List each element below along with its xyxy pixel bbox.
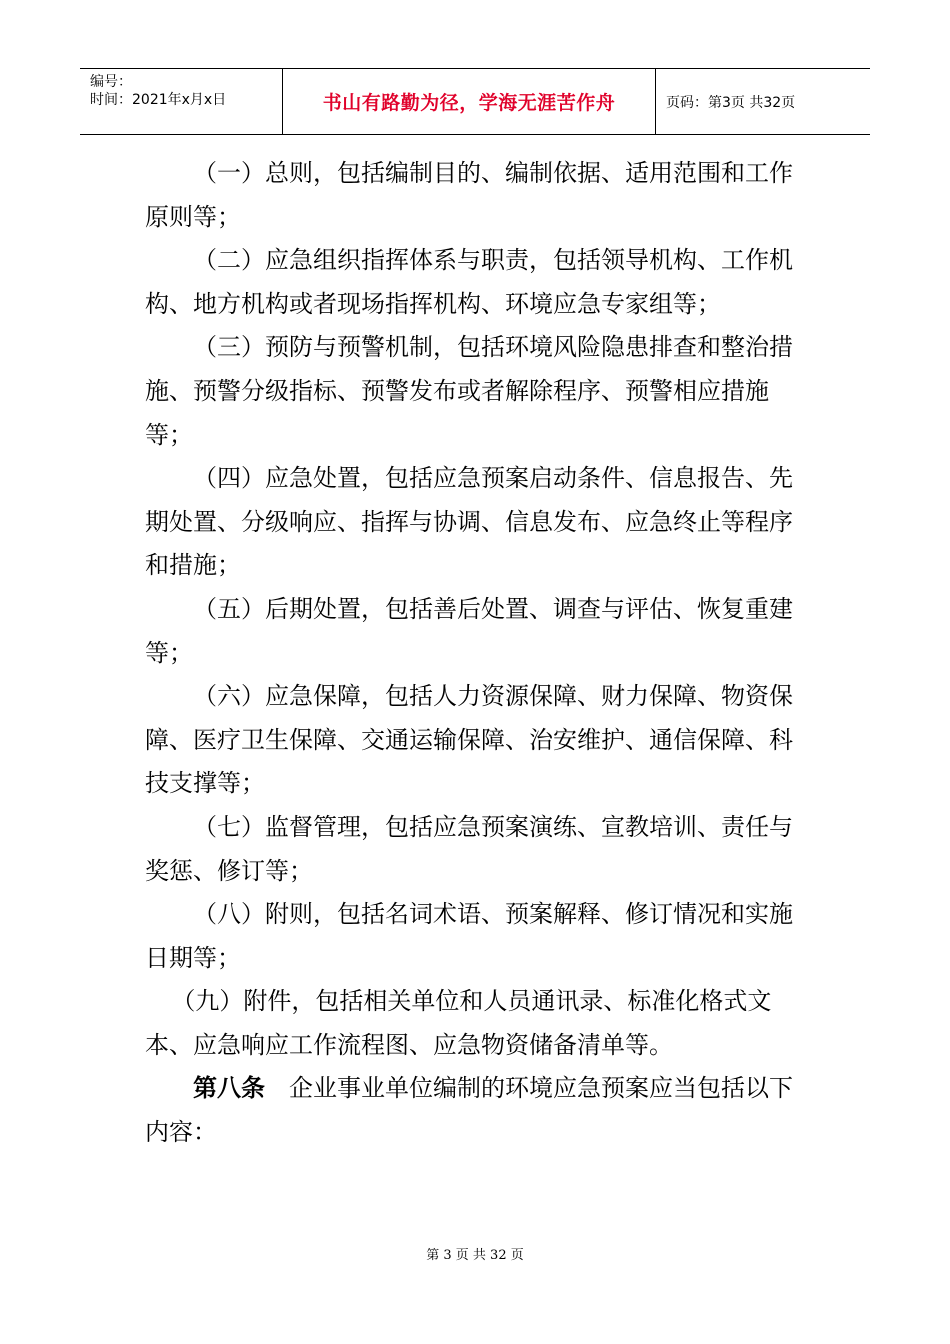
- clause-paragraph-9: （九）附件，包括相关单位和人员通讯录、标准化格式文本、应急响应工作流程图、应急物资储备清单等。: [145, 987, 772, 1059]
- header-page-cell: [656, 69, 870, 134]
- clause-paragraph-6: （六）应急保障，包括人力资源保障、财力保障、物资保障、医疗卫生保障、交通运输保障、治安维护、通信保障、科技支撑等；: [145, 682, 793, 798]
- header-page-number: 页码：第3页 共32页: [666, 94, 796, 111]
- clause-paragraph-2: （二）应急组织指挥体系与职责，包括领导机构、工作机构、地方机构或者现场指挥机构、环境应急专家组等；: [145, 246, 793, 318]
- header-motto-cell: [282, 69, 656, 134]
- header-motto: 书山有路勤为径，学海无涯苦作舟: [322, 92, 616, 114]
- clause-paragraph-7: （七）监督管理，包括应急预案演练、宣教培训、责任与奖惩、修订等；: [145, 812, 793, 885]
- clause-paragraph-5: （五）后期处置，包括善后处置、调查与评估、恢复重建等；: [145, 594, 793, 667]
- page-footer: [0, 1244, 950, 1263]
- header-meta-cell: [80, 69, 282, 134]
- article-text: 企业事业单位编制的环境应急预案应当包括以下内容：: [145, 1074, 793, 1147]
- page-header: [80, 68, 870, 135]
- footer-page-number: 第 3 页 共 32 页: [426, 1248, 524, 1263]
- clause-paragraph-3: （三）预防与预警机制，包括环境风险隐患排查和整治措施、预警分级指标、预警发布或者解除程序、预警相应措施等；: [145, 333, 793, 449]
- article-number: 第八条: [193, 1074, 265, 1103]
- document-time-label: 时间：2021年x月x日: [90, 92, 227, 108]
- clause-paragraph-8: （八）附则，包括名词术语、预案解释、修订情况和实施日期等；: [145, 900, 793, 972]
- clause-paragraph-1: （一）总则，包括编制目的、编制依据、适用范围和工作原则等；: [145, 159, 793, 231]
- article-paragraph: [145, 1067, 805, 1154]
- clause-paragraph-4: （四）应急处置，包括应急预案启动条件、信息报告、先期处置、分级响应、指挥与协调、信息发布、应急终止等程序和措施；: [145, 464, 793, 580]
- document-number-label: 编号：: [90, 74, 132, 90]
- document-body: [145, 152, 805, 1155]
